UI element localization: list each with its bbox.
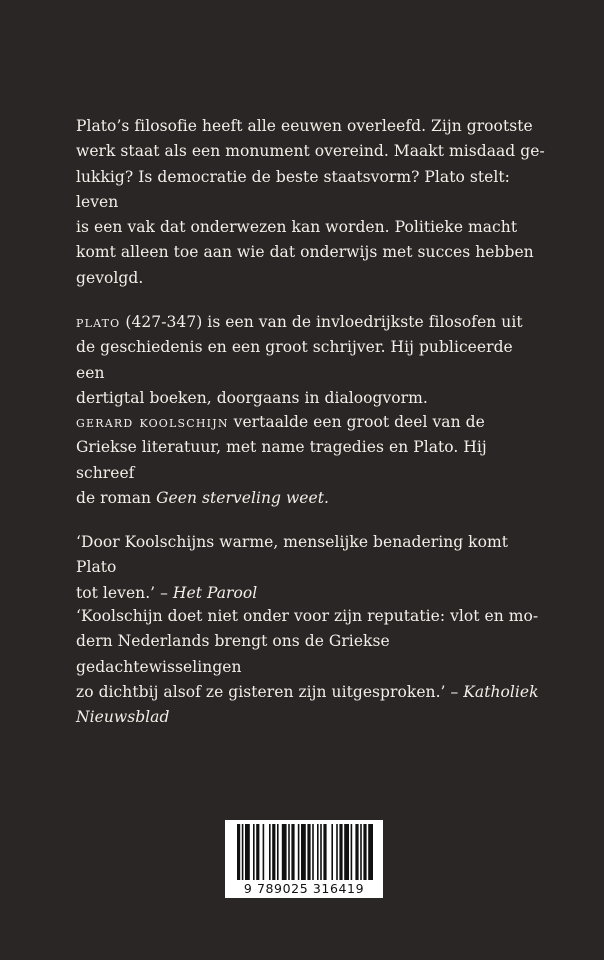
review-source: Het Parool [172, 583, 258, 602]
barcode-bar [323, 824, 326, 880]
barcode-bar [277, 824, 279, 880]
review-quote-line [76, 581, 546, 606]
barcode-bar [291, 824, 294, 880]
isbn-barcode [225, 820, 383, 898]
review-quote-line: ‘Koolschijn doet niet onder voor zijn reputatie: vlot en mo- [76, 607, 539, 625]
blurb-line: lukkig? Is democratie de beste staatsvorm? Plato stelt: leven [76, 167, 510, 211]
barcode-bar [360, 824, 362, 880]
barcode-bar [242, 824, 244, 880]
barcode-bar [317, 824, 319, 880]
review-source: Katholiek [463, 682, 539, 701]
barcode-bar [312, 824, 314, 880]
barcode-bar [355, 824, 358, 880]
review-quote-text: zo dichtbij alsof ze gisteren zijn uitgesproken.’ – [76, 682, 464, 701]
blurb-line: komt alleen toe aan wie dat onderwijs met succes hebben [76, 243, 534, 262]
author-bio-line: de geschiedenis en een groot schrijver. Hij publiceerde een [76, 338, 513, 382]
translator-bio-line [76, 486, 546, 511]
barcode-bar [307, 824, 310, 880]
review-quote-line [76, 705, 546, 730]
barcode-bar [336, 824, 338, 880]
translator-bio-text: de roman [76, 488, 157, 507]
author-bio-line [76, 310, 546, 335]
author-bio-line: dertigtal boeken, doorgaans in dialoogvorm. [76, 388, 428, 407]
barcode-bar [339, 824, 342, 880]
novel-title: Geen sterveling weet. [156, 488, 329, 507]
barcode-bar [288, 824, 290, 880]
translator-bio-line: Griekse literatuur, met name tragedies en Plato. Hij schreef [76, 438, 487, 482]
blurb-line: gevolgd. [76, 268, 144, 287]
isbn-number: 9 789025 316419 [243, 881, 365, 896]
barcode-bar [237, 824, 240, 880]
review-quote [76, 604, 546, 730]
translator-bio [76, 410, 546, 511]
barcode-bar [298, 824, 300, 880]
review-quote [76, 530, 546, 606]
review-source: Nieuwsblad [76, 708, 170, 727]
barcode-bar [301, 824, 306, 880]
translator-bio-text: vertaalde een groot deel van de [228, 413, 485, 431]
barcode-bar [351, 824, 353, 880]
author-bio [76, 310, 546, 411]
barcode-bar [256, 824, 259, 880]
barcode-bar [253, 824, 255, 880]
translator-bio-line [76, 410, 546, 435]
barcode-bar [368, 824, 373, 880]
blurb-line: is een vak dat onderwezen kan worden. Politieke macht [76, 218, 518, 237]
barcode-bar [320, 824, 322, 880]
review-quote-line: ‘Door Koolschijns warme, menselijke benadering komt Plato [76, 533, 509, 577]
author-name: plato [76, 313, 121, 331]
barcode-bar [344, 824, 349, 880]
barcode-bar [269, 824, 271, 880]
barcode-bar [245, 824, 250, 880]
author-bio-text: (427-347) is een van de invloedrijkste filosofen uit [120, 313, 523, 331]
blurb-paragraph [76, 114, 546, 291]
review-quote-line [76, 680, 546, 705]
barcode-bar [331, 824, 333, 880]
review-quote-text: tot leven.’ – [76, 583, 173, 602]
blurb-line: Plato’s filosofie heeft alle eeuwen overleefd. Zijn grootste [76, 117, 533, 135]
translator-name: gerard koolschijn [76, 413, 229, 431]
barcode-bar [263, 824, 265, 880]
barcode-bar [272, 824, 275, 880]
barcode-icon [225, 820, 383, 882]
barcode-bar [363, 824, 366, 880]
review-quote-line: dern Nederlands brengt ons de Griekse gedachtewisselingen [76, 632, 390, 676]
barcode-bar [282, 824, 287, 880]
blurb-line: werk staat als een monument overeind. Maakt misdaad ge- [76, 142, 545, 161]
